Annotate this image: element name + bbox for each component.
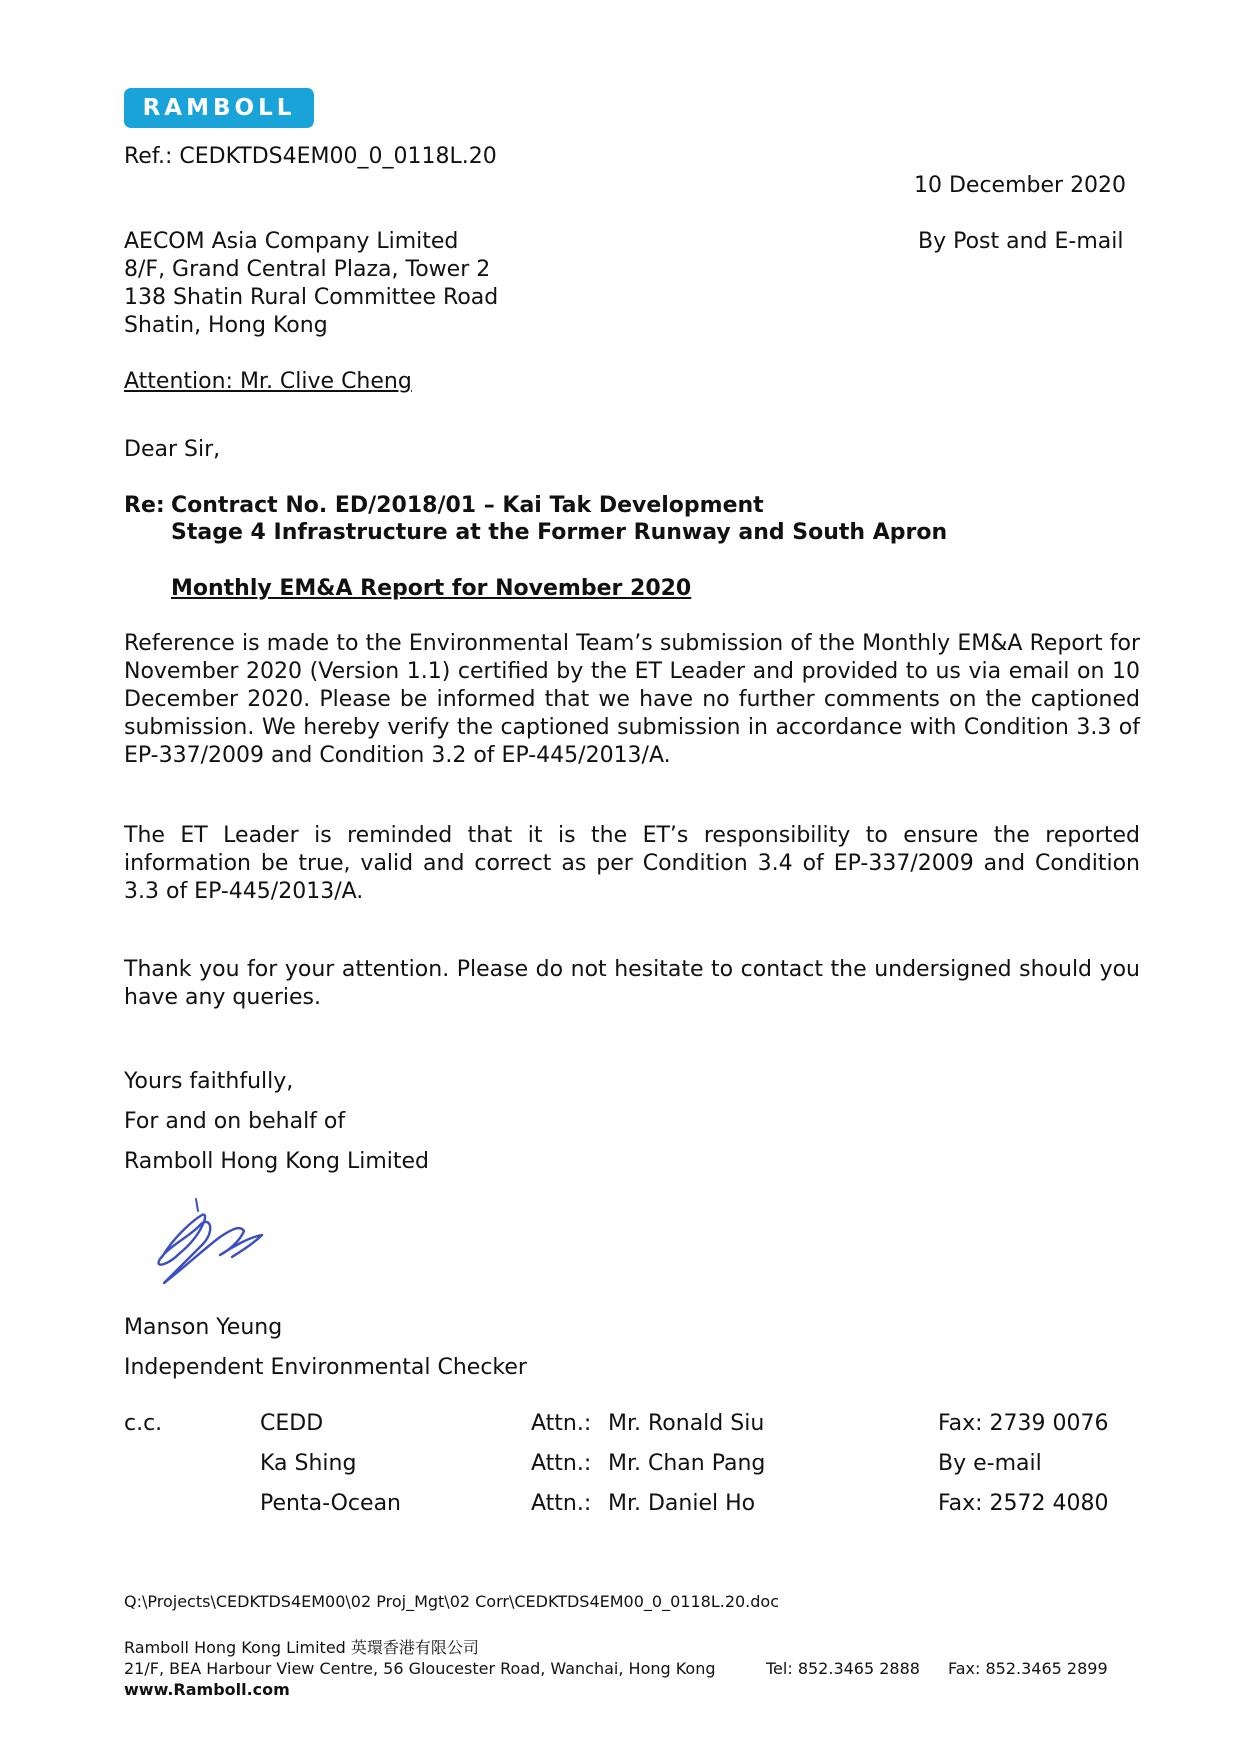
- signer-name: Manson Yeung: [124, 1315, 283, 1340]
- cc-contact: By e-mail: [938, 1451, 1042, 1476]
- cc-attn-name: Mr. Daniel Ho: [608, 1491, 756, 1516]
- recipient-line: Shatin, Hong Kong: [124, 313, 328, 338]
- recipient-line: 8/F, Grand Central Plaza, Tower 2: [124, 257, 491, 282]
- footer-fax: Fax: 852.3465 2899: [948, 1659, 1108, 1678]
- cc-attn-label: Attn.:: [531, 1491, 592, 1516]
- body-paragraph-1: Reference is made to the Environmental Team’s submission of the Monthly EM&A Report for November 2020 (Version 1.1) certified by the ET Leader and provided to us via email on 10 December 2020. Please be informed that we have no further comments on the captioned submission. We hereby verify the captioned submission in accordance with Condition 3.3 of EP-337/2009 and Condition 3.2 of EP-445/2013/A.: [124, 631, 1140, 768]
- subject-line-1: Contract No. ED/2018/01 – Kai Tak Development: [171, 493, 764, 518]
- cc-attn-label: Attn.:: [531, 1411, 592, 1436]
- salutation: Dear Sir,: [124, 437, 221, 462]
- cc-attn-label: Attn.:: [531, 1451, 592, 1476]
- footer-tel: Tel: 852.3465 2888: [766, 1659, 920, 1678]
- recipient-address: [124, 228, 498, 340]
- subject-line-2: Stage 4 Infrastructure at the Former Runway and South Apron: [171, 520, 948, 545]
- delivery-method: By Post and E-mail: [918, 229, 1124, 254]
- signature-image: [140, 1195, 270, 1290]
- cc-contact: Fax: 2739 0076: [938, 1411, 1109, 1436]
- cc-contact: Fax: 2572 4080: [938, 1491, 1109, 1516]
- footer-website[interactable]: www.Ramboll.com: [124, 1680, 290, 1699]
- cc-org: Ka Shing: [260, 1451, 357, 1476]
- closing-line: For and on behalf of: [124, 1109, 346, 1134]
- cc-attn-name: Mr. Ronald Siu: [608, 1411, 765, 1436]
- cc-attn-name: Mr. Chan Pang: [608, 1451, 766, 1476]
- cc-label: c.c.: [124, 1411, 163, 1436]
- subject-line-3: Monthly EM&A Report for November 2020: [171, 576, 692, 601]
- signer-title: Independent Environmental Checker: [124, 1355, 527, 1380]
- recipient-line: AECOM Asia Company Limited: [124, 229, 459, 254]
- file-path: Q:\Projects\CEDKTDS4EM00\02 Proj_Mgt\02 Corr\CEDKTDS4EM00_0_0118L.20.doc: [124, 1592, 779, 1611]
- body-paragraph-2: The ET Leader is reminded that it is the ET’s responsibility to ensure the reported information be true, valid and correct as per Condition 3.4 of EP-337/2009 and Condition 3.3 of EP-445/2013/A.: [124, 823, 1140, 904]
- footer-company: Ramboll Hong Kong Limited 英環香港有限公司: [124, 1638, 479, 1657]
- cc-org: CEDD: [260, 1411, 324, 1436]
- body-paragraph-3: Thank you for your attention. Please do not hesitate to contact the undersigned should you have any queries.: [124, 957, 1140, 1010]
- reference-number: Ref.: CEDKTDS4EM00_0_0118L.20: [124, 144, 497, 169]
- footer-address: 21/F, BEA Harbour View Centre, 56 Gloucester Road, Wanchai, Hong Kong: [124, 1659, 716, 1678]
- closing-line: Ramboll Hong Kong Limited: [124, 1149, 429, 1174]
- closing-line: Yours faithfully,: [124, 1069, 294, 1094]
- attention-line: Attention: Mr. Clive Cheng: [124, 369, 412, 394]
- recipient-line: 138 Shatin Rural Committee Road: [124, 285, 499, 310]
- cc-org: Penta-Ocean: [260, 1491, 401, 1516]
- ramboll-logo: RAMBOLL: [124, 88, 314, 128]
- subject-prefix: Re:: [124, 493, 165, 518]
- letter-date: 10 December 2020: [914, 173, 1127, 198]
